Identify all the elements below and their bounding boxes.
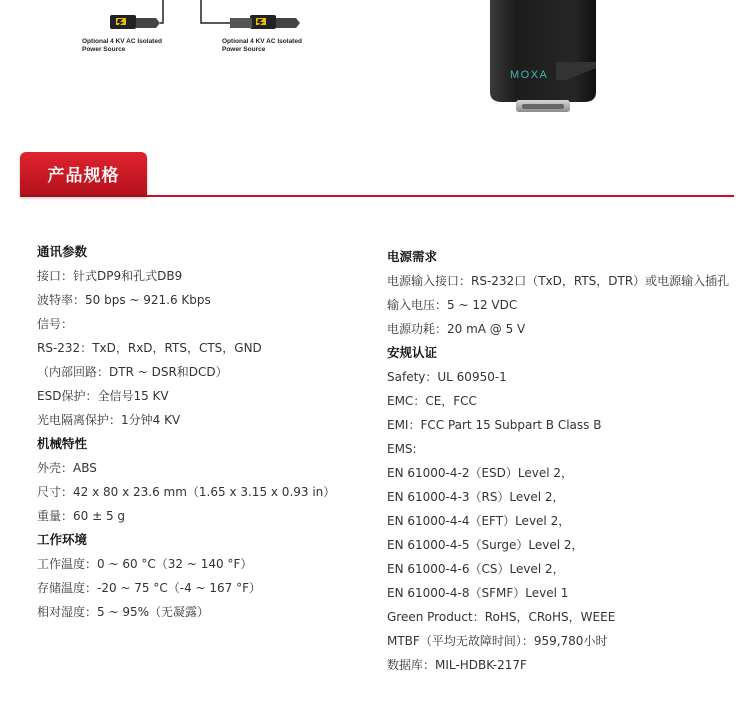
spec-line: RS-232：TxD，RxD，RTS，CTS，GND	[37, 341, 262, 355]
spec-column-right	[387, 245, 747, 677]
spec-column-left	[37, 240, 367, 624]
product-figure	[0, 0, 750, 130]
section-title: 产品规格	[47, 166, 120, 186]
spec-heading: 工作环境	[37, 532, 88, 547]
spec-line: EMS:	[387, 442, 417, 456]
spec-line: 光电隔离保护：1分钟4 KV	[37, 413, 181, 427]
spec-line: EN 61000-4-2（ESD）Level 2，	[387, 466, 574, 480]
spec-line: （内部回路：DTR ~ DSR和DCD）	[37, 365, 228, 379]
spec-heading: 通讯参数	[37, 244, 88, 259]
spec-line: EMC：CE，FCC	[387, 394, 477, 408]
spec-heading: 安规认证	[387, 345, 438, 360]
power-source-caption: Optional 4 KV AC Isolated Power Source	[82, 38, 162, 53]
spec-line: 输入电压：5 ~ 12 VDC	[387, 298, 518, 312]
spec-line: EN 61000-4-6（CS）Level 2，	[387, 562, 565, 576]
spec-line: ESD保护：全信号15 KV	[37, 389, 169, 403]
svg-text:MOXA: MOXA	[510, 69, 549, 81]
spec-line: EN 61000-4-8（SFMF）Level 1	[387, 586, 569, 600]
spec-line: 相对湿度：5 ~ 95%（无凝露）	[37, 605, 209, 619]
spec-heading: 机械特性	[37, 436, 88, 451]
spec-line: 重量：60 ± 5 g	[37, 509, 126, 523]
spec-line: 信号：	[37, 317, 74, 331]
spec-line: EMI：FCC Part 15 Subpart B Class B	[387, 418, 602, 432]
section-header	[20, 152, 734, 197]
spec-line: EN 61000-4-5（Surge）Level 2，	[387, 538, 584, 552]
spec-line: 接口：针式DP9和孔式DB9	[37, 269, 183, 283]
spec-line: Green Product：RoHS，CRoHS，WEEE	[387, 610, 616, 624]
power-source-caption: Optional 4 KV AC Isolated Power Source	[222, 38, 302, 53]
spec-line: 工作温度：0 ~ 60 °C（32 ~ 140 °F）	[37, 557, 253, 571]
power-plug-icon	[110, 15, 160, 29]
spec-line: 电源功耗：20 mA @ 5 V	[387, 322, 526, 336]
power-source-diagram	[60, 0, 380, 70]
moxa-converter-image	[486, 0, 600, 115]
spec-line: EN 61000-4-3（RS）Level 2，	[387, 490, 565, 504]
spec-line: Safety：UL 60950-1	[387, 370, 507, 384]
spec-line: MTBF（平均无故障时间）：959,780小时	[387, 634, 608, 648]
spec-line: 波特率：50 bps ~ 921.6 Kbps	[37, 293, 211, 307]
spec-line: 尺寸：42 x 80 x 23.6 mm（1.65 x 3.15 x 0.93 in）	[37, 485, 336, 499]
spec-line: 存储温度：-20 ~ 75 °C（-4 ~ 167 °F）	[37, 581, 262, 595]
power-plug-icon	[230, 15, 300, 29]
spec-line: 电源输入接口：RS-232口（TxD，RTS，DTR）或电源输入插孔	[387, 274, 730, 288]
spec-line: 外壳：ABS	[37, 461, 97, 475]
spec-line: EN 61000-4-4（EFT）Level 2，	[387, 514, 571, 528]
spec-line: 数据库：MIL-HDBK-217F	[387, 658, 527, 672]
section-title-tab	[20, 152, 147, 195]
spec-heading: 电源需求	[387, 249, 438, 264]
